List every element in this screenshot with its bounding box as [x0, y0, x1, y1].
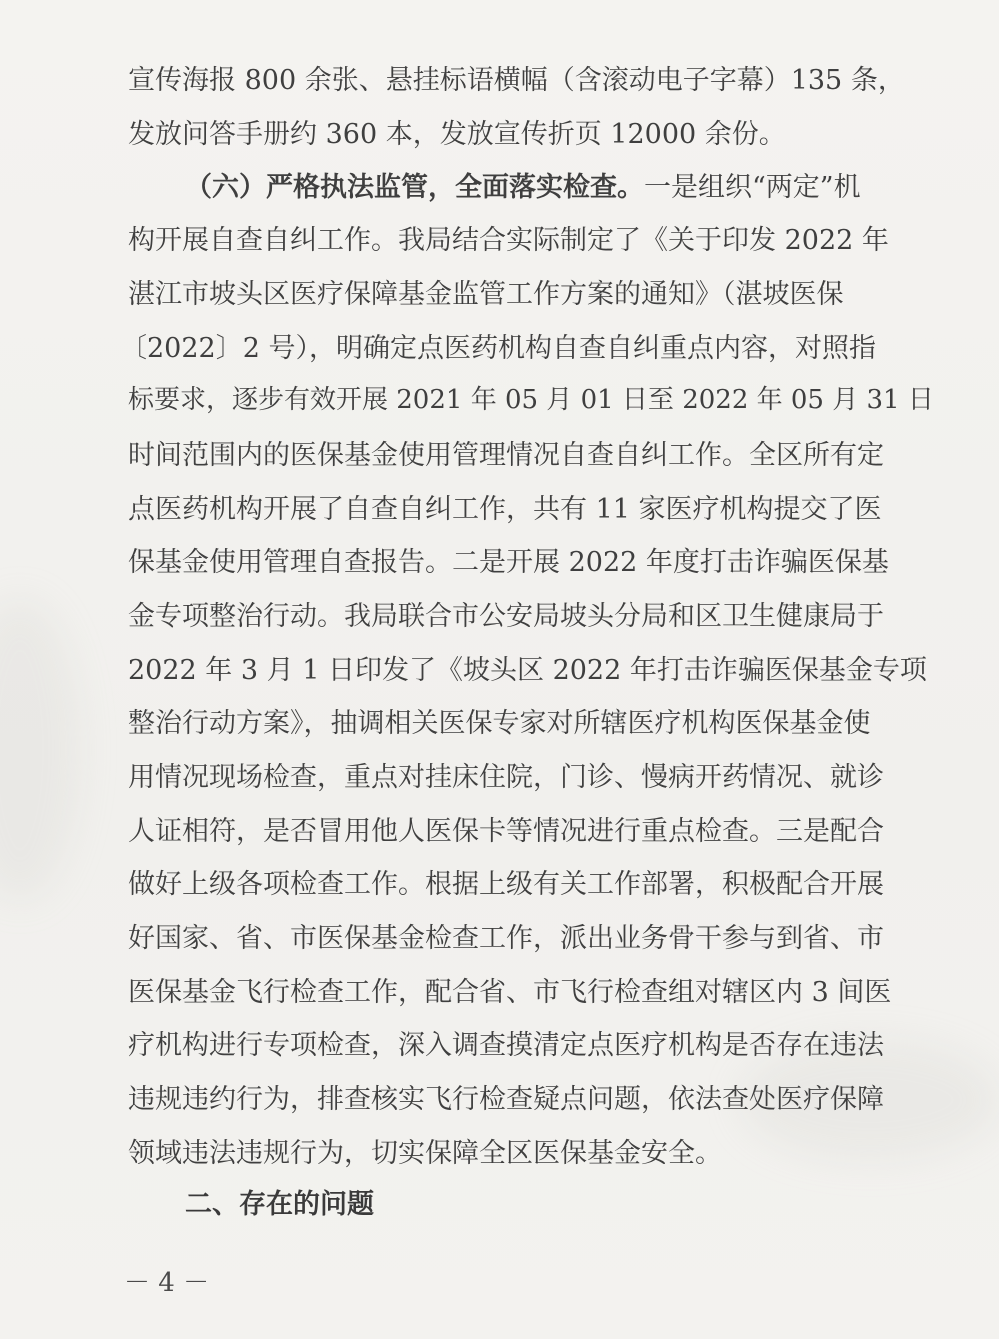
section-6-line: 标要求，逐步有效开展 2021 年 05 月 01 日至 2022 年 05 月 31 日 [128, 385, 934, 415]
body-line-2: 发放问答手册约 360 本，发放宣传折页 12000 余份。 [128, 119, 786, 150]
section-6-line: 人证相符，是否冒用他人医保卡等情况进行重点检查。三是配合 [128, 816, 884, 847]
section-6-line: 〔2022〕2 号），明确定点医药机构自查自纠重点内容，对照指 [120, 333, 876, 364]
section-6-first-line-rest: 一是组织“两定”机 [644, 172, 861, 203]
section-6-line: 湛江市坡头区医疗保障基金监管工作方案的通知》（湛坡医保 [128, 279, 844, 310]
section-6-first-line [185, 165, 861, 204]
section-6-line: 好国家、省、市医保基金检查工作，派出业务骨干参与到省、市 [128, 923, 884, 954]
section-6-line: 用情况现场检查，重点对挂床住院，门诊、慢病开药情况、就诊 [128, 762, 884, 793]
section-6-line: 金专项整治行动。我局联合市公安局坡头分局和区卫生健康局于 [128, 601, 884, 632]
section-6-line: 疗机构进行专项检查，深入调查摸清定点医疗机构是否存在违法 [128, 1030, 884, 1061]
page-number: － 4 － [124, 1268, 210, 1298]
section-6-line: 保基金使用管理自查报告。二是开展 2022 年度打击诈骗医保基 [128, 547, 889, 578]
section-heading: 二、存在的问题 [185, 1189, 374, 1220]
section-6-line: 时间范围内的医保基金使用管理情况自查自纠工作。全区所有定 [128, 440, 884, 471]
section-6-line: 2022 年 3 月 1 日印发了《坡头区 2022 年打击诈骗医保基金专项 [128, 655, 927, 686]
body-line-1: 宣传海报 800 余张、悬挂标语横幅（含滚动电子字幕）135 条， [128, 65, 905, 96]
section-6-line: 做好上级各项检查工作。根据上级有关工作部署，积极配合开展 [128, 869, 884, 900]
section-6-line: 医保基金飞行检查工作，配合省、市飞行检查组对辖区内 3 间医 [128, 977, 892, 1008]
section-6-line: 领域违法违规行为，切实保障全区医保基金安全。 [128, 1138, 722, 1169]
section-6-line: 整治行动方案》，抽调相关医保专家对所辖医疗机构医保基金使 [128, 708, 871, 739]
section-6-line: 点医药机构开展了自查自纠工作，共有 11 家医疗机构提交了医 [128, 494, 882, 525]
section-6-line: 违规违约行为，排查核实飞行检查疑点问题，依法查处医疗保障 [128, 1084, 884, 1115]
section-6-line: 构开展自查自纠工作。我局结合实际制定了《关于印发 2022 年 [128, 225, 889, 256]
scan-shadow-left [0, 600, 80, 900]
section-6-heading: （六）严格执法监管，全面落实检查。 [185, 172, 644, 203]
